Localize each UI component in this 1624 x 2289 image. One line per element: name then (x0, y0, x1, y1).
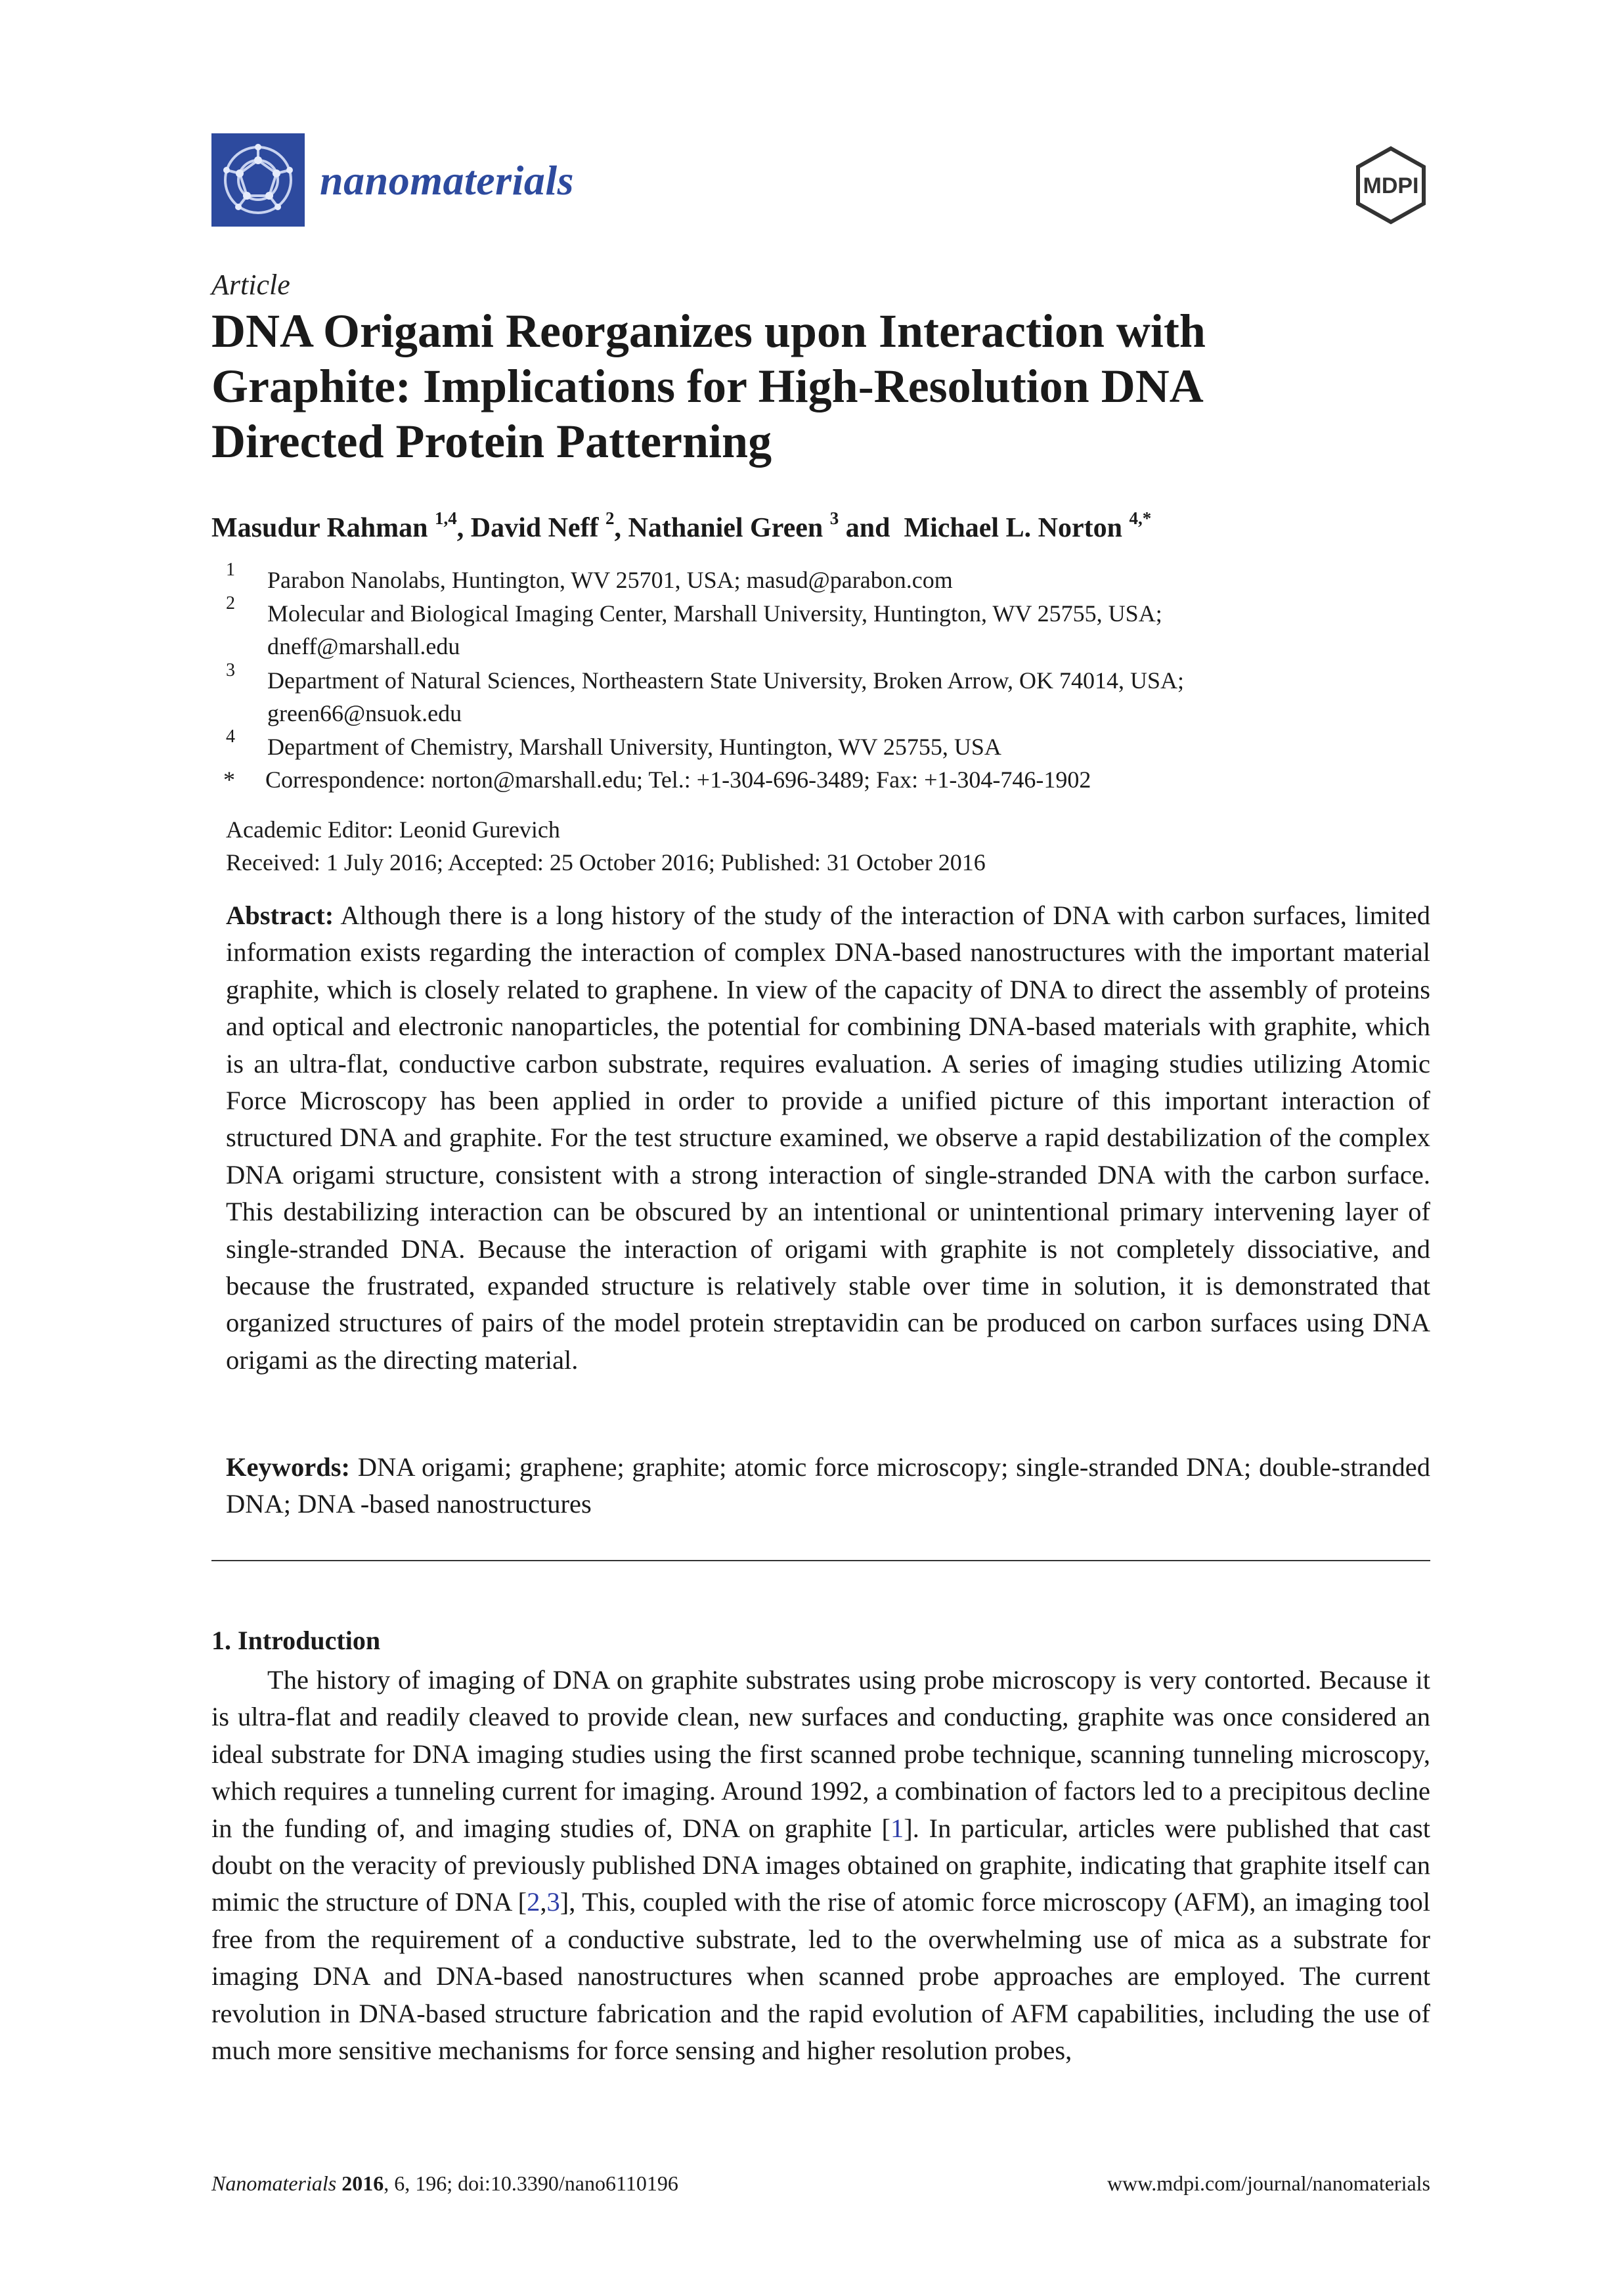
section-heading: 1. Introduction (211, 1626, 381, 1655)
footer-citation (211, 2171, 678, 2196)
citation-link[interactable]: 2 (527, 1887, 540, 1917)
citation-link[interactable]: 1 (890, 1813, 904, 1843)
article-type: Article (211, 269, 290, 301)
paper-title (211, 303, 1426, 469)
affiliation-line: Correspondence: norton@marshall.edu; Tel.: +1-304-696-3489; Fax: +1-304-746-1902 (265, 767, 1091, 793)
affiliation-text (267, 564, 1449, 596)
academic-editor: Academic Editor: Leonid Gurevich (226, 816, 560, 843)
affiliation-line: dneff@marshall.edu (267, 633, 460, 659)
title-line: Directed Protein Patterning (211, 415, 772, 468)
author-affiliation-mark: 4,* (1129, 508, 1152, 528)
citation-separator: , (540, 1887, 547, 1917)
affiliation-text (267, 730, 1449, 763)
affiliation-line: green66@nsuok.edu (267, 700, 462, 726)
author-name: David Neff (470, 513, 599, 543)
affiliation-number: 4 (226, 726, 235, 747)
footer-year: 2016 (341, 2171, 384, 2195)
abstract-label: Abstract: (226, 900, 334, 930)
author-affiliation-mark: 3 (829, 508, 839, 528)
affiliation-number: 1 (226, 560, 235, 580)
author-name: Nathaniel Green (628, 513, 823, 543)
affiliation-line: Molecular and Biological Imaging Center, Marshall University, Huntington, WV 25755, USA; (267, 600, 1162, 627)
author-name: Michael L. Norton (904, 513, 1122, 543)
author-name: Masudur Rahman (211, 513, 428, 543)
publication-dates: Received: 1 July 2016; Accepted: 25 October 2016; Published: 31 October 2016 (226, 849, 986, 876)
svg-text:MDPI: MDPI (1363, 173, 1419, 198)
body-text: ], This, coupled with the rise of atomic force microscopy (AFM), an imaging tool free from the requirement of a conductive substrate, led to the overwhelming use of mica as a substrate for imaging DNA and DNA-based nanostructures when scanned probe approaches are employed. The current revolution in DNA-based structure fabrication and the rapid evolution of AFM capabilities, including the use of much more sensitive mechanisms for force sensing and higher resolution probes, (211, 1887, 1430, 2066)
affiliation-line: Department of Chemistry, Marshall University, Huntington, WV 25755, USA (267, 734, 1001, 760)
keywords-label: Keywords: (226, 1452, 350, 1482)
correspondence-mark: * (223, 767, 235, 793)
affiliation-text (267, 664, 1449, 730)
title-line: Graphite: Implications for High-Resolution DNA (211, 360, 1204, 412)
keywords-text: DNA origami; graphene; graphite; atomic force microscopy; single-stranded DNA; double-stranded DNA; DNA -based nanostructures (226, 1452, 1430, 1519)
author-separator: , (456, 513, 471, 543)
keywords (226, 1449, 1430, 1523)
abstract-text: Although there is a long history of the study of the interaction of DNA with carbon surfaces, limited information exists regarding the interaction of complex DNA-based nanostructures with the important material graphite, which is closely related to graphene. In view of the capacity of DNA to direct the assembly of proteins and optical and electronic nanoparticles, the potential for combining DNA-based materials with graphite, which is an ultra-flat, conductive carbon substrate, requires evaluation. A series of imaging studies utilizing Atomic Force Microscopy has been applied in order to provide a unified picture of this important interaction of structured DNA and graphite. For the test structure examined, we observe a rapid destabilization of the complex DNA origami structure, consistent with a strong interaction of single-stranded DNA with the carbon surface. This destabilizing interaction can be obscured by an intentional or unintentional primary intervening layer of single-stranded DNA. Because the interaction of origami with graphite is not completely dissociative, and because the frustrated, expanded structure is relatively stable over time in solution, it is demonstrated that organized structures of pairs of the model protein streptavidin can be produced on carbon surfaces using DNA origami as the directing material. (226, 900, 1430, 1375)
affiliation-line: Parabon Nanolabs, Huntington, WV 25701, USA; masud@parabon.com (267, 567, 953, 593)
abstract (226, 897, 1430, 1379)
affiliation-line: Department of Natural Sciences, Northeastern State University, Broken Arrow, OK 74014, USA; (267, 667, 1185, 694)
author-separator: and (839, 513, 897, 543)
author-affiliation-mark: 1,4 (434, 508, 457, 528)
affiliation-number: 2 (226, 593, 235, 613)
journal-name: nanomaterials (320, 157, 575, 204)
body-text: The history of imaging of DNA on graphite substrates using probe microscopy is very contorted. Because it is ultra-flat and readily cleaved to provide clean, new surfaces and conducting, graphite was once considered an ideal substrate for DNA imaging studies using the first scanned probe technique, scanning tunneling microscopy, which requires a tunneling current for imaging. Around 1992, a combination of factors led to a precipitous decline in the funding of, and imaging studies of, DNA on graphite [ (211, 1665, 1430, 1843)
affiliation-number: 3 (226, 660, 235, 680)
footer-journal: Nanomaterials (211, 2171, 337, 2195)
author-affiliation-mark: 2 (605, 508, 615, 528)
affiliation-text (267, 597, 1449, 663)
author-separator: , (614, 513, 628, 543)
citation-link[interactable]: 3 (546, 1887, 560, 1917)
introduction-paragraph (211, 1662, 1430, 2069)
correspondence-text (265, 763, 1447, 796)
section-divider (211, 1560, 1430, 1561)
fullerene-logo-icon (211, 133, 305, 227)
footer-journal-url[interactable]: www.mdpi.com/journal/nanomaterials (1107, 2171, 1430, 2195)
mdpi-logo-icon (1351, 146, 1430, 225)
body-text: ]. In particular, articles were published that cast doubt on the veracity of previously published DNA images obtained on graphite, indicating that graphite itself can mimic the structure of DNA [ (211, 1813, 1430, 1917)
author-list (211, 508, 1152, 544)
title-line: DNA Origami Reorganizes upon Interaction with (211, 305, 1206, 357)
footer-volume-doi: , 6, 196; doi:10.3390/nano6110196 (384, 2171, 678, 2195)
